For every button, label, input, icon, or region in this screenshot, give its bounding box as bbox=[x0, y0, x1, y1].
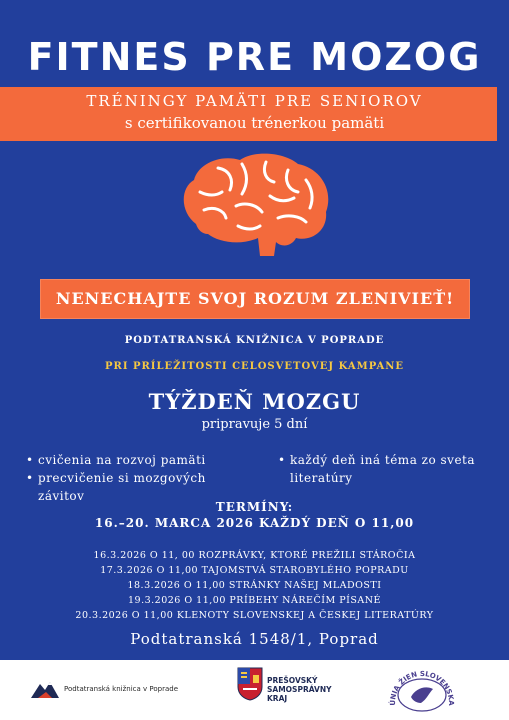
features-left-list bbox=[26, 451, 256, 505]
schedule-item: 18.3.2026 O 11,00 STRÁNKY NAŠEJ MLADOSTI bbox=[127, 580, 382, 591]
prepared-note: pripravuje 5 dní bbox=[201, 417, 308, 432]
schedule-item: 16.3.2026 O 11, 00 ROZPRÁVKY, KTORÉ PREŽILI STÁROČIA bbox=[93, 550, 416, 561]
call-to-action-banner bbox=[41, 280, 469, 318]
region-logo-line-3: KRAJ bbox=[267, 694, 288, 703]
list-item: • každý deň iná téma zo sveta literatúry bbox=[278, 451, 498, 487]
footer-logos bbox=[0, 660, 509, 720]
organizer: PODTATRANSKÁ KNIŽNICA V POPRADE bbox=[124, 335, 385, 346]
schedule-item: 17.3.2026 O 11,00 TAJOMSTVÁ STAROBYLÉHO POPRADU bbox=[100, 565, 409, 576]
library-logo-text: Podtatranská knižnica v Poprade bbox=[64, 685, 179, 693]
coat-of-arms-icon bbox=[237, 667, 263, 701]
campaign-line: PRI PRÍLEŽITOSTI CELOSVETOVEJ KAMPANE bbox=[104, 361, 405, 372]
terms-dates: 16.–20. MARCA 2026 KAŽDÝ DEŇ O 11,00 bbox=[94, 516, 415, 530]
call-to-action-text: NENECHAJTE SVOJ ROZUM ZLENIVIEŤ! bbox=[55, 289, 455, 308]
subtitle-band bbox=[0, 87, 497, 141]
region-logo-line-2: SAMOSPRÁVNY bbox=[267, 685, 332, 694]
women-union-logo bbox=[387, 667, 457, 713]
campaign-name: TÝŽDEŇ MOZGU bbox=[148, 389, 361, 414]
mountains-icon bbox=[30, 678, 60, 700]
list-item: • cvičenia na rozvoj pamäti bbox=[26, 451, 256, 469]
features-right-list bbox=[278, 451, 498, 487]
schedule-list bbox=[0, 548, 509, 623]
region-logo-line-1: PREŠOVSKÝ bbox=[267, 676, 318, 685]
schedule-item: 19.3.2026 O 11,00 PRÍBEHY NÁREČÍM PÍSANÉ bbox=[128, 595, 381, 606]
brain-icon bbox=[178, 150, 331, 258]
schedule-item: 20.3.2026 O 11,00 KLENOTY SLOVENSKEJ A ČESKEJ LITERATÚRY bbox=[75, 610, 434, 621]
subtitle-line-2: s certifikovanou trénerkou pamäti bbox=[124, 114, 385, 132]
address: Podtatranská 1548/1, Poprad bbox=[130, 630, 379, 648]
poster-title: FITNES PRE MOZOG bbox=[27, 35, 482, 79]
list-item: • precvičenie si mozgových závitov bbox=[26, 469, 256, 505]
subtitle-line-1: TRÉNINGY PAMÄTI PRE SENIOROV bbox=[86, 92, 423, 110]
women-union-logo-text: ÚNIA ŽIEN SLOVENSKA bbox=[388, 669, 456, 706]
terms-heading: TERMÍNY: bbox=[215, 500, 294, 514]
